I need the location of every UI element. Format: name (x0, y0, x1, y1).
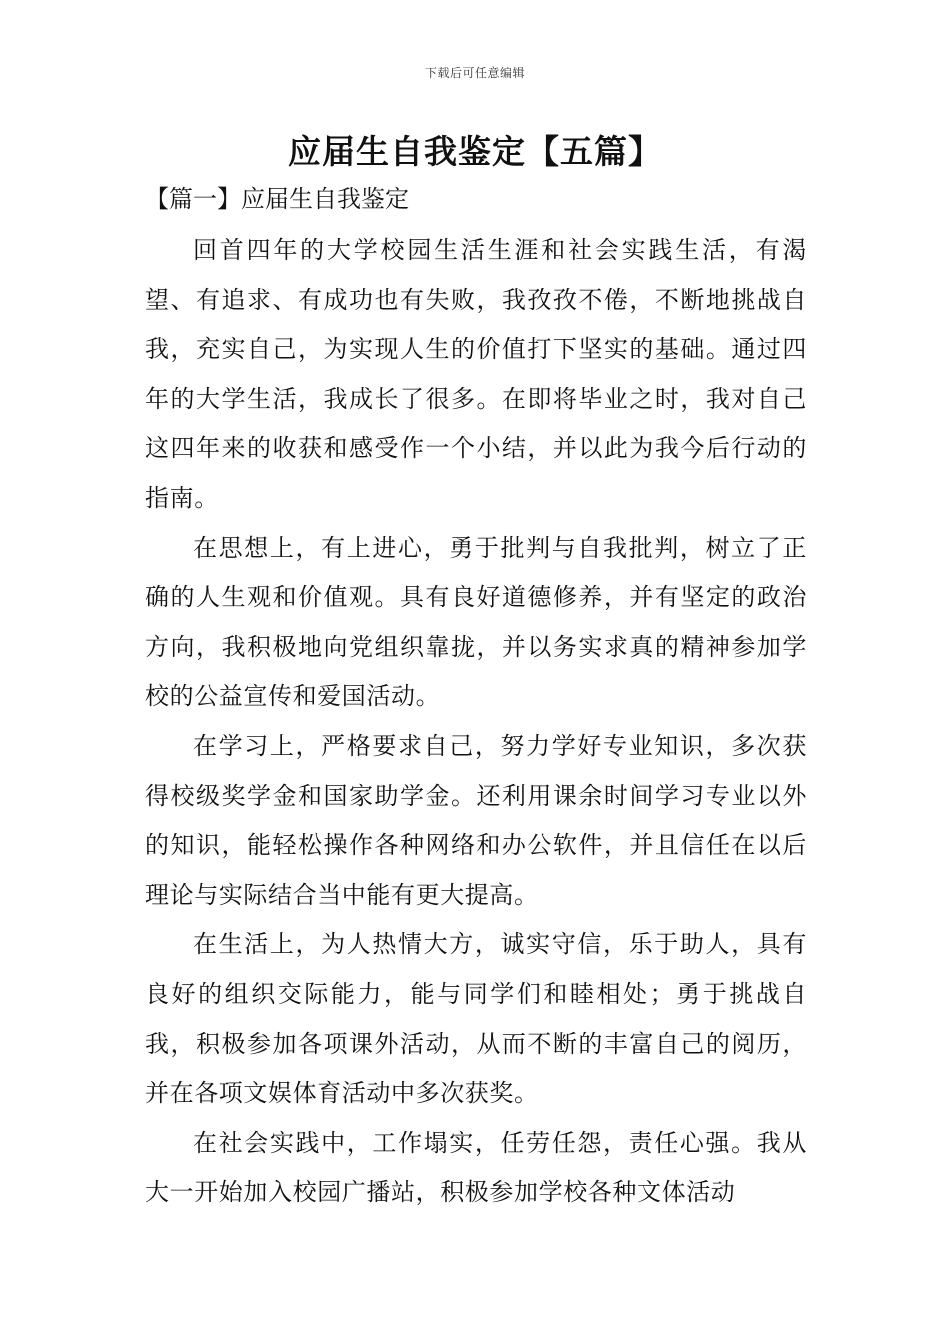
document-title: 应届生自我鉴定【五篇】 (288, 132, 662, 171)
paragraph: 在生活上，为人热情大方，诚实守信，乐于助人，具有良好的组织交际能力，能与同学们和睦相处；勇于挑战自我，积极参加各项课外活动，从而不断的丰富自己的阅历，并在各项文娱体育活动中多次获奖。 (145, 930, 807, 1108)
paragraph: 回首四年的大学校园生活生涯和社会实践生活，有渴望、有追求、有成功也有失败，我孜孜不倦，不断地挑战自我，充实自己，为实现人生的价值打下坚实的基础。通过四年的大学生活，我成长了很多。在即将毕业之时，我对自己这四年来的收获和感受作一个小结，并以此为我今后行动的指南。 (145, 236, 807, 512)
document-body (145, 226, 807, 1218)
section-heading: 【篇一】应届生自我鉴定 (145, 185, 409, 213)
paragraph: 在社会实践中，工作塌实，任劳任怨，责任心强。我从大一开始加入校园广播站，积极参加学校各种文体活动 (145, 1128, 807, 1207)
paragraph: 在思想上，有上进心，勇于批判与自我批判，树立了正确的人生观和价值观。具有良好道德修养，并有坚定的政治方向，我积极地向党组织靠拢，并以务实求真的精神参加学校的公益宣传和爱国活动。 (145, 533, 807, 711)
header-note: 下载后可任意编辑 (424, 66, 525, 80)
paragraph: 在学习上，严格要求自己，努力学好专业知识，多次获得校级奖学金和国家助学金。还利用课余时间学习专业以外的知识，能轻松操作各种网络和办公软件，并且信任在以后理论与实际结合当中能有更大提高。 (145, 731, 807, 909)
